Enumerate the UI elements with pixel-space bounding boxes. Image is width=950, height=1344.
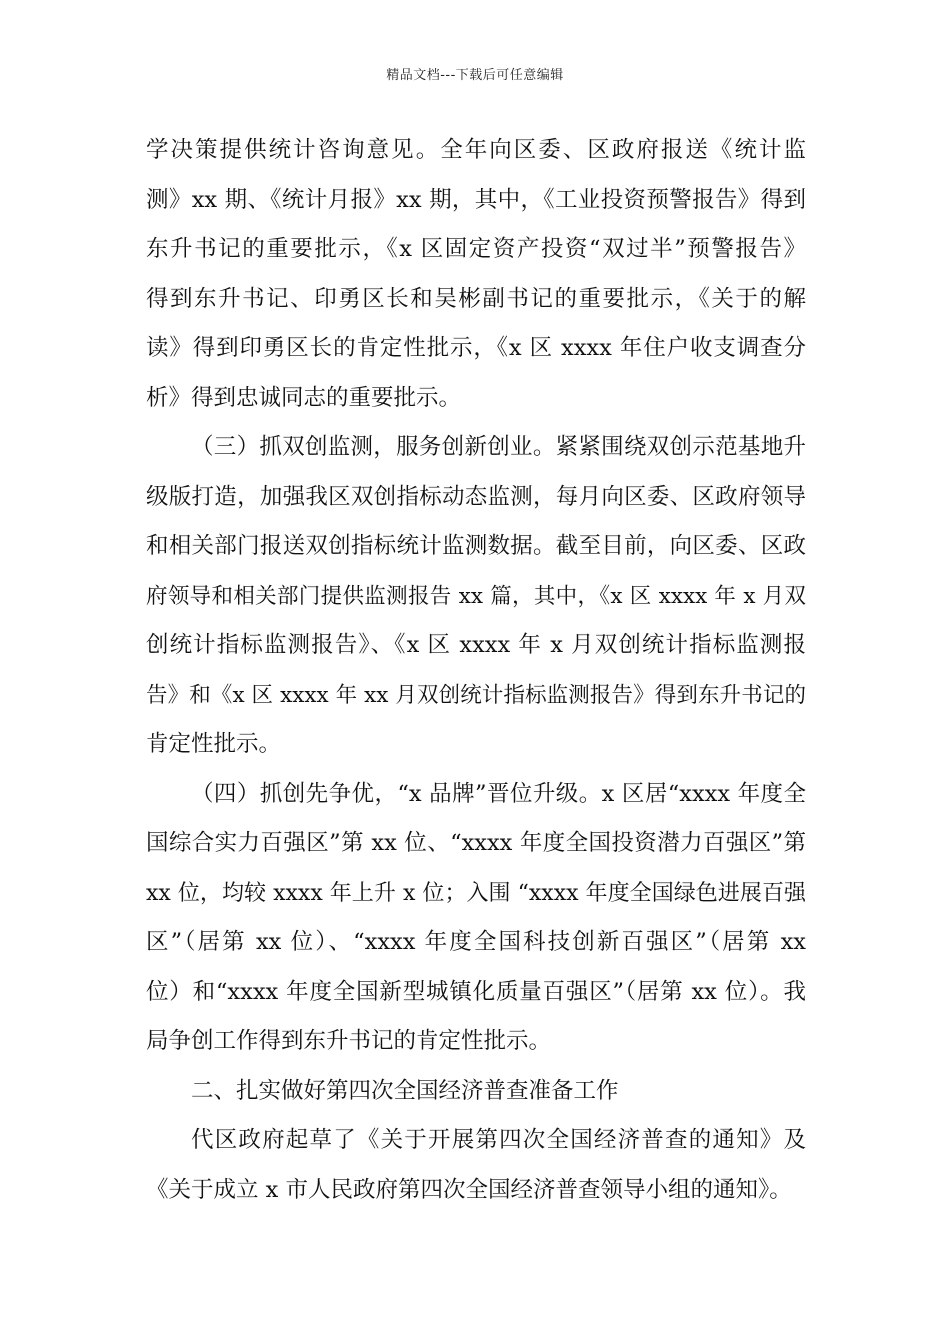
paragraph-line: 位）和“xxxx 年度全国新型城镇化质量百强区”（居第 xx 位）。我 [146, 978, 806, 1005]
paragraph-line: 《关于成立 x 市人民政府第四次全国经济普查领导小组的通知》。 [146, 1176, 792, 1203]
paragraph-line: 局争创工作得到东升书记的肯定性批示。 [146, 1028, 552, 1054]
paragraph-line: 代区政府起草了《关于开展第四次全国经济普查的通知》及 [191, 1127, 806, 1153]
paragraph-line: 析》得到忠诚同志的重要批示。 [146, 384, 462, 411]
paragraph-line: （三）抓双创监测，服务创新创业。紧紧围绕双创示范基地升 [191, 434, 806, 460]
paragraph-line: 得到东升书记、印勇区长和吴彬副书记的重要批示，《关于的解 [146, 285, 806, 312]
paragraph-line: 区”（居第 xx 位）、“xxxx 年度全国科技创新百强区”（居第 xx [146, 929, 806, 955]
page-header: 精品文档---下载后可任意编辑 [386, 68, 564, 83]
section-heading: 二、扎实做好第四次全国经济普查准备工作 [191, 1077, 619, 1104]
paragraph-line: 府领导和相关部门提供监测报告 xx 篇，其中，《x 区 xxxx 年 x 月双 [146, 583, 806, 609]
paragraph-line: 读》得到印勇区长的肯定性批示，《x 区 xxxx 年住户收支调查分 [146, 335, 806, 361]
paragraph-line: （四）抓创先争优，“x 品牌”晋位升级。x 区居“xxxx 年度全 [191, 780, 806, 807]
paragraph-line: 国综合实力百强区”第 xx 位、“xxxx 年度全国投资潜力百强区”第 [146, 830, 806, 856]
paragraph-line: 创统计指标监测报告》、《x 区 xxxx 年 x 月双创统计指标监测报 [146, 632, 806, 658]
paragraph-line: xx 位，均较 xxxx 年上升 x 位；入围 “xxxx 年度全国绿色进展百强 [146, 880, 806, 906]
paragraph-line: 级版打造，加强我区双创指标动态监测，每月向区委、区政府领导 [146, 483, 806, 510]
paragraph-line: 肯定性批示。 [146, 731, 282, 757]
paragraph-line: 和相关部门报送双创指标统计监测数据。截至目前，向区委、区政 [146, 533, 806, 559]
paragraph-line: 学决策提供统计咨询意见。全年向区委、区政府报送《统计监 [146, 137, 806, 163]
document-body [146, 126, 806, 1215]
paragraph-line: 测》xx 期、《统计月报》xx 期，其中，《工业投资预警报告》得到 [146, 186, 806, 213]
paragraph-line: 东升书记的重要批示，《x 区固定资产投资“双过半”预警报告》 [146, 236, 806, 262]
paragraph-line: 告》和《x 区 xxxx 年 xx 月双创统计指标监测报告》得到东升书记的 [146, 682, 806, 708]
